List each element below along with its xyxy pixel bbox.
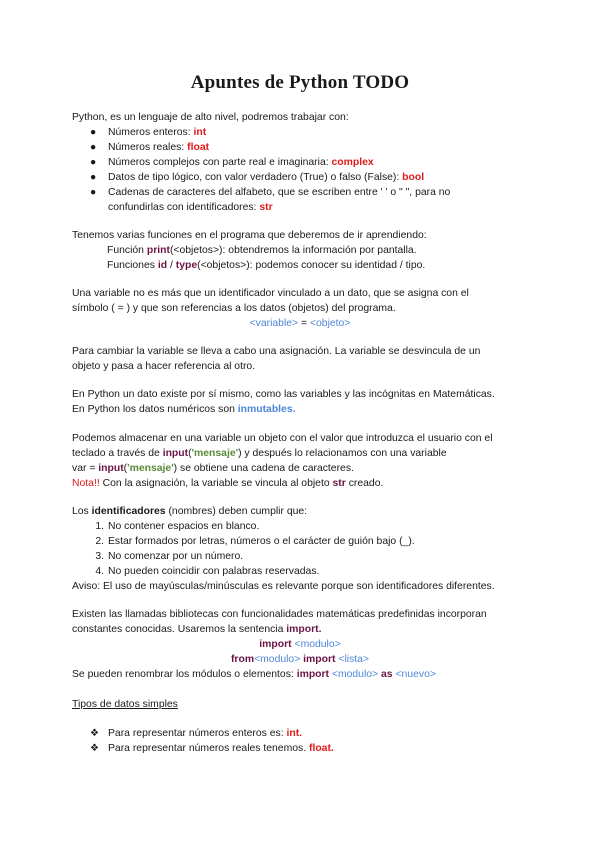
text: teclado a través de	[72, 448, 163, 459]
text: Función	[107, 245, 147, 256]
text: (nombres) deben cumplir que:	[165, 506, 308, 517]
text: Se pueden renombrar los módulos o elementos:	[72, 669, 297, 680]
text: (	[123, 463, 128, 474]
placeholder-text: <variable>	[249, 318, 299, 329]
text: )	[238, 448, 242, 459]
list-item-label: No comenzar por un número.	[108, 551, 244, 562]
keyword: input	[98, 463, 124, 474]
variable-paragraph	[72, 286, 532, 316]
datos-paragraph	[72, 387, 532, 417]
keyword: type	[175, 260, 198, 271]
list-item-label: Para representar números enteros es:	[108, 728, 287, 739]
variable-formula	[0, 316, 600, 331]
keyword: float	[187, 142, 210, 153]
list-number: 4.	[95, 566, 104, 577]
text: creado.	[345, 478, 384, 489]
text: (	[188, 448, 192, 459]
bullet-icon: ●	[90, 157, 97, 168]
list-item-label: Datos de tipo lógico, con valor verdadero (True) o falso (False):	[108, 172, 403, 183]
text: En Python los datos numéricos son	[72, 404, 238, 415]
functions-intro: Tenemos varias funciones en el programa que deberemos de ir aprendiendo:	[72, 230, 427, 241]
keyword: identificadores	[91, 506, 166, 517]
diamond-bullet-icon: ❖	[90, 743, 99, 754]
text: /	[167, 260, 176, 271]
function-print-line	[107, 243, 527, 258]
bullet-icon: ●	[90, 142, 97, 153]
keyword: print	[146, 245, 170, 256]
note-label: Nota!!	[72, 478, 100, 489]
list-item-label: Estar formados por letras, números o el carácter de guión bajo (_).	[108, 536, 415, 547]
text: var =	[72, 463, 99, 474]
text: Podemos almacenar en una variable un objeto con el valor que introduzca el usuario con el	[72, 433, 493, 444]
text: Existen las llamadas bibliotecas con funcionalidades matemáticas predefinidas incorporan	[72, 609, 487, 620]
keyword: complex	[331, 157, 374, 168]
text: Los	[72, 506, 92, 517]
bullet-icon: ●	[90, 127, 97, 138]
rename-line	[72, 667, 532, 682]
text: objeto y pasa a hacer referencia al otro.	[72, 361, 256, 372]
function-id-type-line	[107, 258, 527, 273]
page-title: Apuntes de Python TODO	[190, 72, 410, 93]
keyword: import	[296, 669, 330, 680]
placeholder-text: <modulo>	[291, 639, 341, 650]
text: En Python un dato existe por sí mismo, como las variables y las incógnitas en Matemáticas.	[72, 389, 495, 400]
keyword: inmutables.	[237, 404, 296, 415]
keyword: str	[332, 478, 346, 489]
text: constantes conocidas. Usaremos la sentencia	[72, 624, 287, 635]
text: se obtiene una cadena de caracteres.	[177, 463, 354, 474]
keyword: import	[259, 639, 292, 650]
bullet-icon: ●	[90, 187, 97, 198]
list-item-label: No contener espacios en blanco.	[108, 521, 260, 532]
string-literal: 'mensaje'	[127, 463, 174, 474]
text: y después lo relacionamos con una variable	[241, 448, 447, 459]
placeholder-text: <modulo>	[329, 669, 379, 680]
list-item-label: Para representar números reales tenemos.	[108, 743, 309, 754]
list-number: 3.	[95, 551, 104, 562]
placeholder-text: <nuevo>	[392, 669, 436, 680]
list-item-label: Números complejos con parte real e imaginaria:	[108, 157, 332, 168]
list-item-label: confundirlas con identificadores:	[108, 202, 260, 213]
keyword: float.	[308, 743, 334, 754]
text: Funciones	[107, 260, 158, 271]
list-item-label: Cadenas de caracteres del alfabeto, que se escriben entre ' ' o " ", para no	[108, 187, 451, 198]
text: símbolo ( = ) y que son referencias a los datos (objetos) del programa.	[72, 303, 396, 314]
keyword: str	[259, 202, 273, 213]
list-number: 1.	[95, 521, 104, 532]
list-item-label: Números enteros:	[108, 127, 194, 138]
keyword: import.	[286, 624, 322, 635]
text: Una variable no es más que un identificador vinculado a un dato, que se asigna con el	[72, 288, 469, 299]
intro-text: Python, es un lenguaje de alto nivel, podremos trabajar con:	[72, 112, 349, 123]
keyword: import	[303, 654, 336, 665]
identificadores-intro	[72, 504, 532, 519]
text: )	[173, 463, 178, 474]
list-number: 2.	[95, 536, 104, 547]
text: (<objetos>): obtendremos la información por pantalla.	[169, 245, 417, 256]
section-heading: Tipos de datos simples	[72, 699, 178, 710]
text: =	[298, 318, 310, 329]
text: Con la asignación, la variable se vincula al objeto	[99, 478, 333, 489]
keyword: as	[381, 669, 393, 680]
keyword: int.	[286, 728, 303, 739]
keyword: id	[157, 260, 168, 271]
import-example	[0, 637, 600, 652]
bullet-icon: ●	[90, 172, 97, 183]
text: Para cambiar la variable se lleva a cabo una asignación. La variable se desvincula de un	[72, 346, 481, 357]
keyword: bool	[402, 172, 425, 183]
list-item-label: No pueden coincidir con palabras reservadas.	[108, 566, 320, 577]
keyword: input	[162, 448, 189, 459]
placeholder-text: <modulo>	[254, 654, 301, 665]
bibliotecas-paragraph	[72, 607, 532, 637]
asignacion-paragraph	[72, 344, 532, 374]
keyword: from	[230, 654, 255, 665]
aviso-text: Aviso: El uso de mayúsculas/minúsculas es relevante porque son identificadores diferentes.	[72, 581, 495, 592]
diamond-bullet-icon: ❖	[90, 728, 99, 739]
placeholder-text: <objeto>	[309, 318, 351, 329]
list-item-label: Números reales:	[108, 142, 188, 153]
string-literal: 'mensaje'	[191, 448, 239, 459]
placeholder-text: <lista>	[335, 654, 370, 665]
text: (<objetos>): podemos conocer su identidad / tipo.	[197, 260, 426, 271]
keyword: int	[193, 127, 207, 138]
from-import-example	[0, 652, 600, 667]
input-paragraph	[72, 431, 532, 491]
